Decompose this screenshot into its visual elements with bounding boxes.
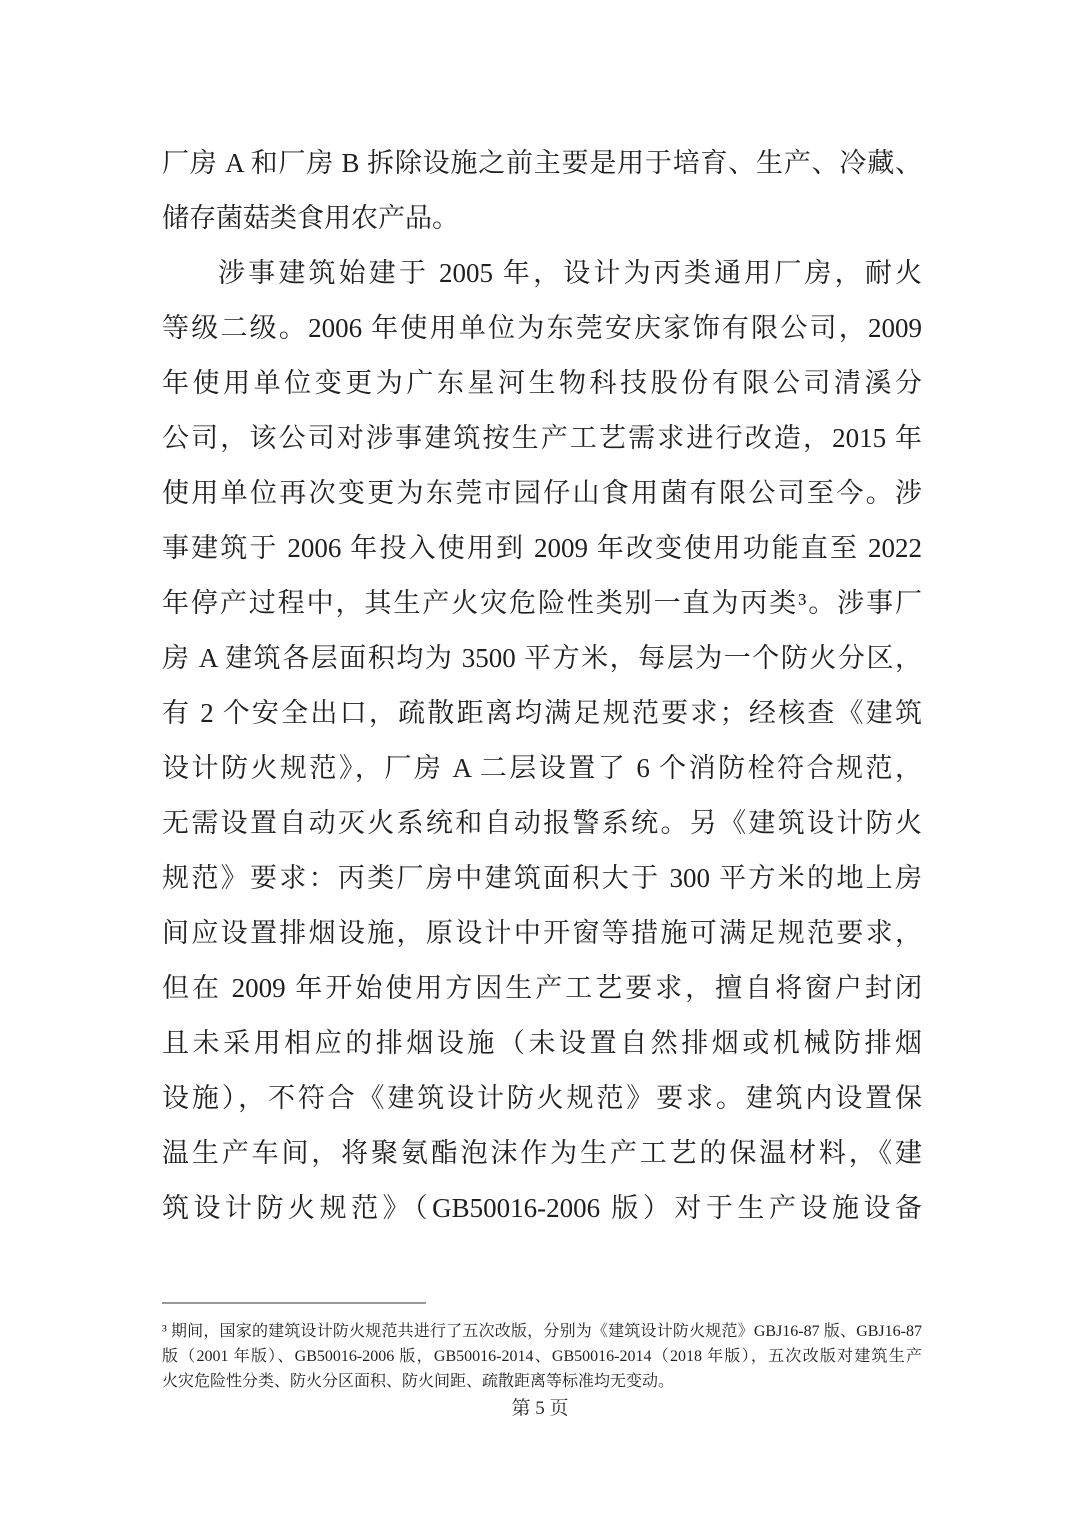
body-line: 但在 2009 年开始使用方因生产工艺要求，擅自将窗户封闭 (162, 973, 922, 1003)
body-line: 年停产过程中，其生产火灾危险性类别一直为丙类³。涉事厂 (162, 588, 922, 618)
footnote (162, 1319, 922, 1394)
body-line: 且未采用相应的排烟设施（未设置自然排烟或机械防排烟 (162, 1028, 922, 1058)
body-line: 设计防火规范》，厂房 A 二层设置了 6 个消防栓符合规范， (162, 753, 922, 783)
body-line: 使用单位再次变更为东莞市园仔山食用菌有限公司至今。涉 (162, 478, 922, 508)
footnote-separator (162, 1302, 426, 1304)
body-line: 有 2 个安全出口，疏散距离均满足规范要求；经核查《建筑 (162, 698, 922, 728)
body-line: 等级二级。2006 年使用单位为东莞安庆家饰有限公司，2009 (162, 313, 922, 343)
footnote-line: 火灾危险性分类、防火分区面积、防火间距、疏散距离等标准均无变动。 (162, 1373, 675, 1390)
body-line: 厂房 A 和厂房 B 拆除设施之前主要是用于培育、生产、冷藏、 (162, 148, 922, 178)
body-text (162, 136, 922, 1236)
footnote-line: ³ 期间，国家的建筑设计防火规范共进行了五次改版，分别为《建筑设计防火规范》GBJ16-87 版、GBJ16-87 (162, 1323, 922, 1340)
page-number: 第 5 页 (511, 1398, 569, 1419)
body-line: 温生产车间，将聚氨酯泡沫作为生产工艺的保温材料，《建 (162, 1138, 922, 1168)
body-line: 间应设置排烟设施，原设计中开窗等措施可满足规范要求， (162, 918, 922, 948)
body-line: 筑设计防火规范》（GB50016-2006 版）对于生产设施设备 (162, 1193, 922, 1223)
body-line: 储存菌菇类食用农产品。 (162, 203, 459, 233)
body-line: 房 A 建筑各层面积均为 3500 平方米，每层为一个防火分区， (162, 643, 922, 673)
body-line: 年使用单位变更为广东星河生物科技股份有限公司清溪分 (162, 368, 922, 398)
body-line: 设施），不符合《建筑设计防火规范》要求。建筑内设置保 (162, 1083, 922, 1113)
body-line: 无需设置自动灭火系统和自动报警系统。另《建筑设计防火 (162, 808, 922, 838)
body-line: 公司，该公司对涉事建筑按生产工艺需求进行改造，2015 年 (162, 423, 922, 453)
body-line: 涉事建筑始建于 2005 年，设计为丙类通用厂房，耐火 (218, 258, 922, 288)
footnote-line: 版（2001 年版）、GB50016-2006 版，GB50016-2014、GB50016-2014（2018 年版），五次改版对建筑生产 (162, 1348, 922, 1365)
body-line: 规范》要求：丙类厂房中建筑面积大于 300 平方米的地上房 (162, 863, 922, 893)
body-line: 事建筑于 2006 年投入使用到 2009 年改变使用功能直至 2022 (162, 533, 922, 563)
